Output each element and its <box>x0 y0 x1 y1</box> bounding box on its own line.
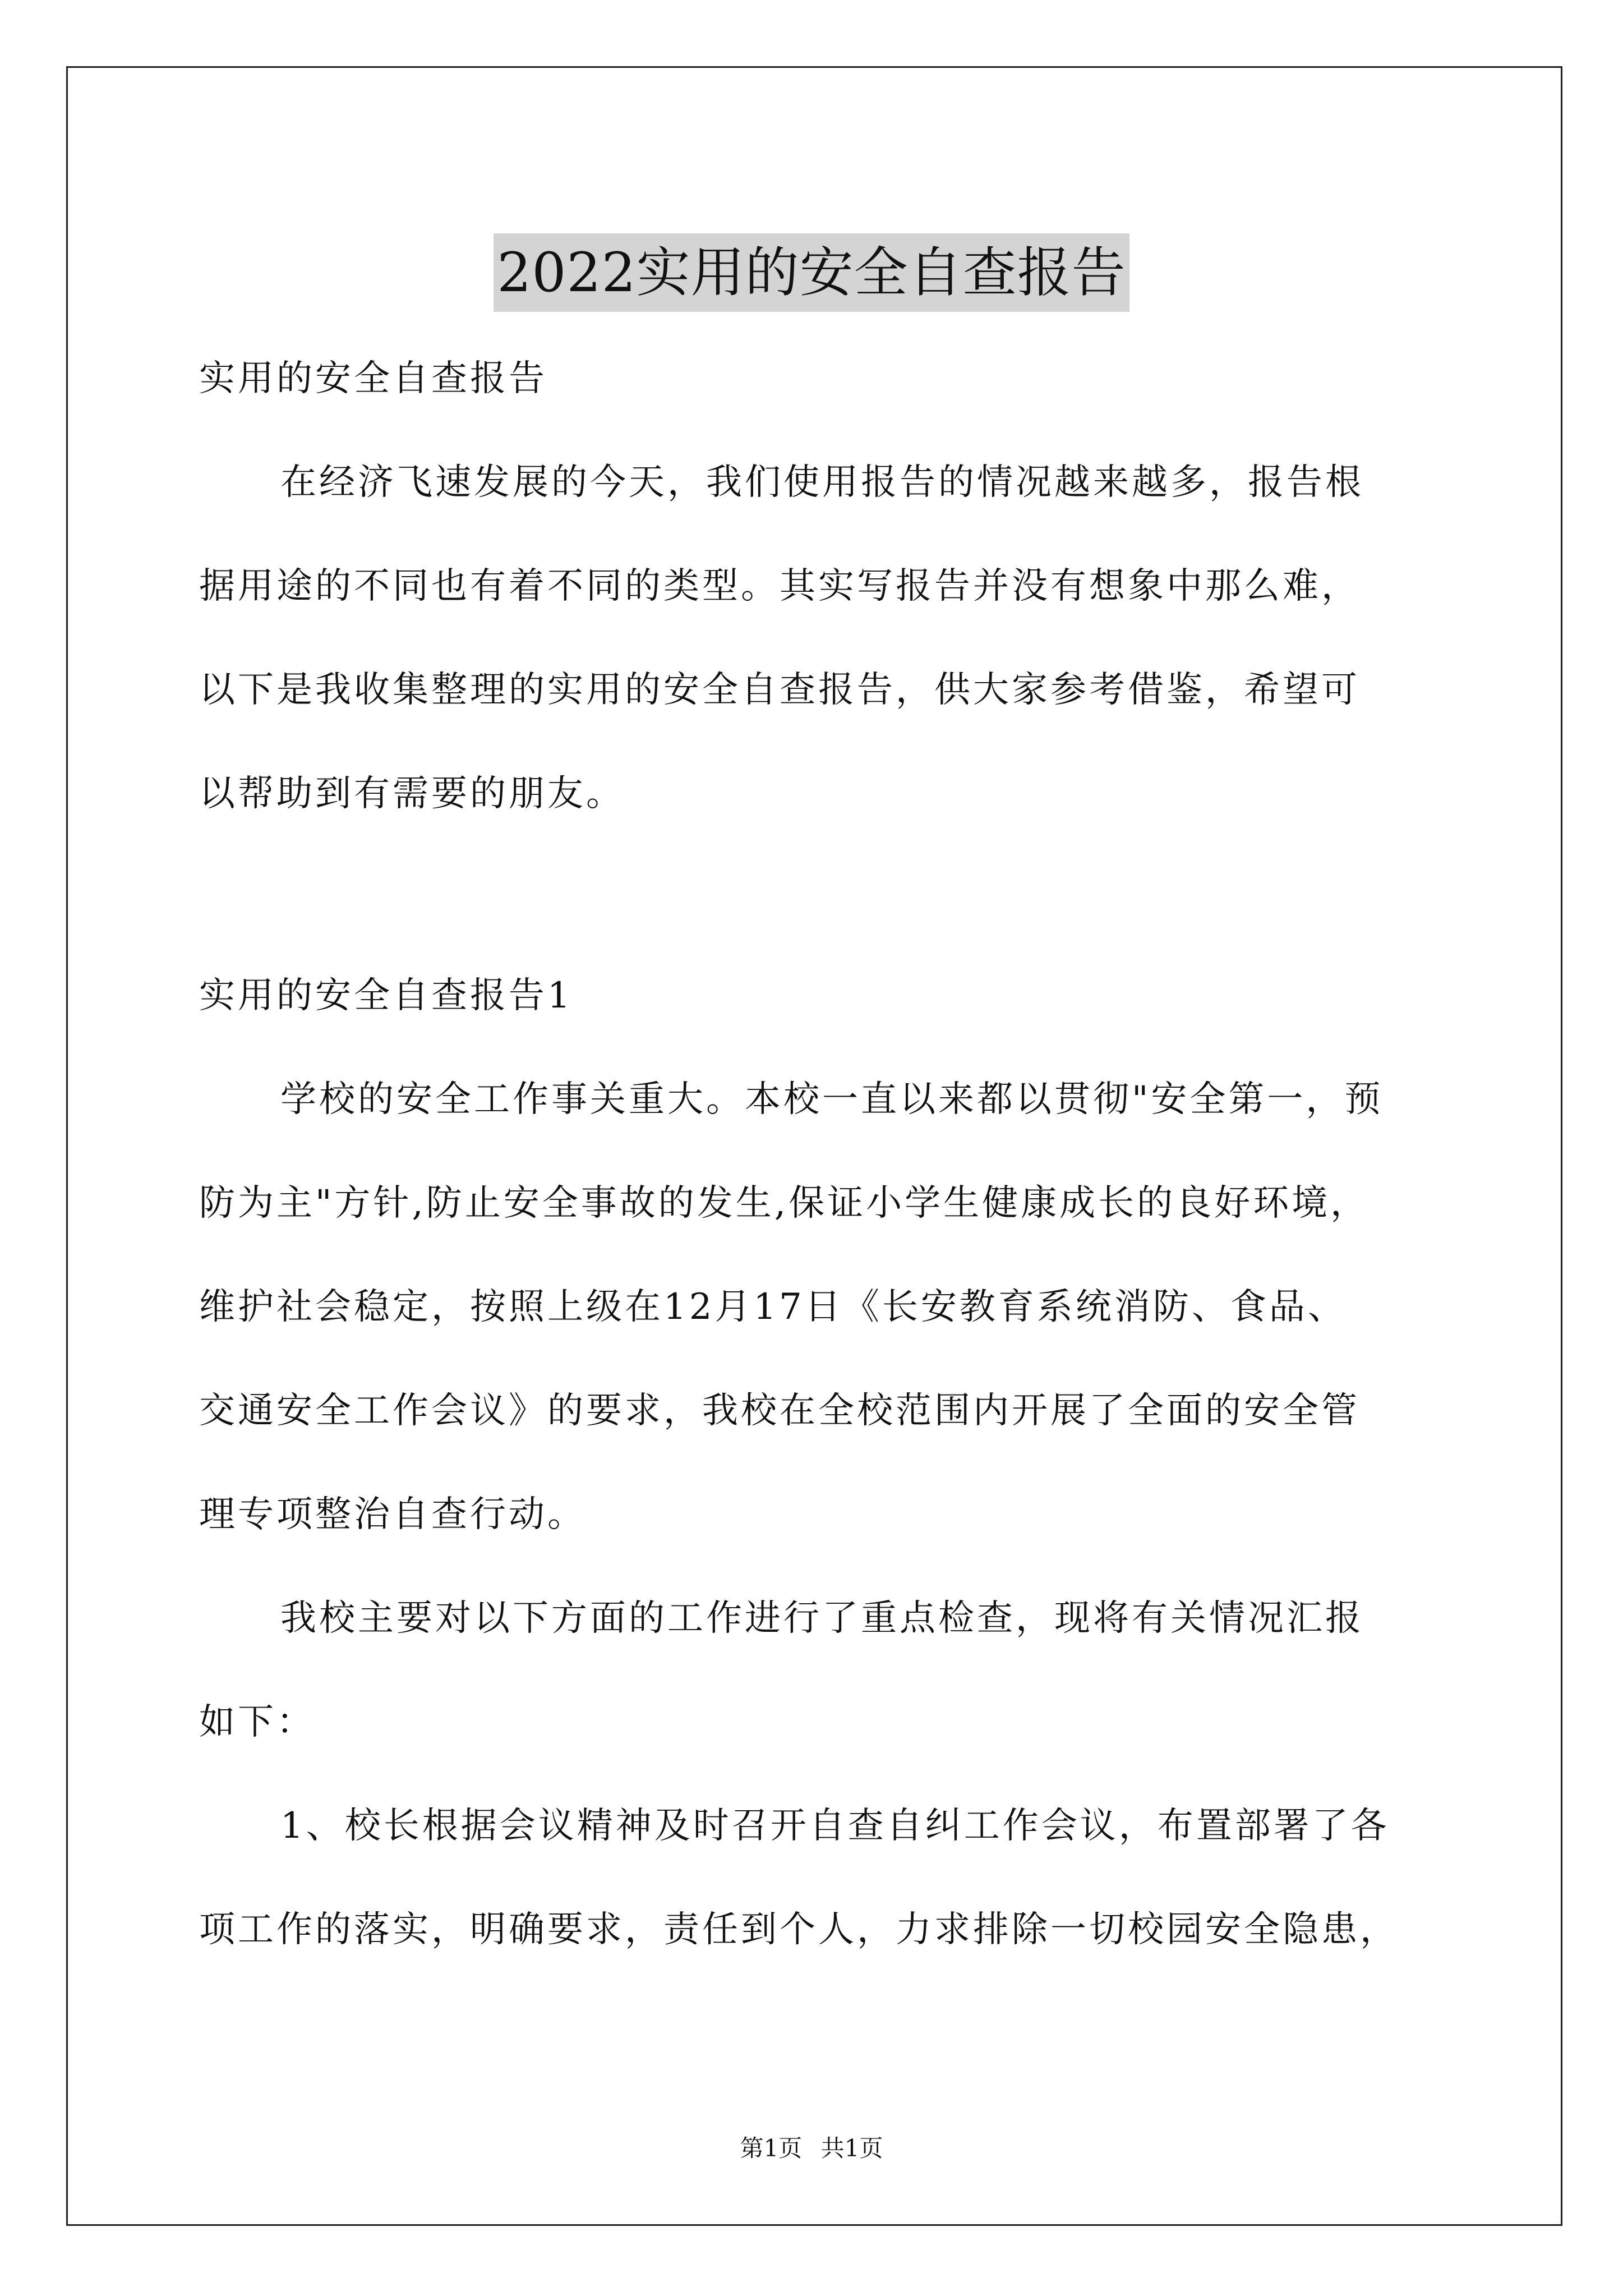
page-total: 共1页 <box>820 2134 883 2162</box>
intro-line: 在经济飞速发展的今天，我们使用报告的情况越来越多，报告根 <box>280 462 1364 503</box>
document-title: 2022实用的安全自查报告 <box>494 233 1129 312</box>
paragraph-line: 交通安全工作会议》的要求，我校在全校范围内开展了全面的安全管 <box>199 1390 1360 1432</box>
paragraph-line: 1、校长根据会议精神及时召开自查自纠工作会议，布置部署了各 <box>280 1805 1390 1847</box>
title-container <box>0 197 1623 348</box>
intro-line: 据用途的不同也有着不同的类型。其实写报告并没有想象中那么难， <box>199 565 1360 607</box>
document-subtitle: 实用的安全自查报告 <box>199 358 547 399</box>
intro-line: 以下是我收集整理的实用的安全自查报告，供大家参考借鉴，希望可 <box>199 669 1360 711</box>
paragraph-line: 项工作的落实，明确要求，责任到个人，力求排除一切校园安全隐患， <box>199 1909 1399 1950</box>
page-number: 第1页 <box>740 2134 803 2162</box>
paragraph-line: 我校主要对以下方面的工作进行了重点检查，现将有关情况汇报 <box>280 1598 1364 1639</box>
section-heading: 实用的安全自查报告1 <box>199 975 573 1016</box>
paragraph-line: 防为主"方针,防止安全事故的发生,保证小学生健康成长的良好环境， <box>199 1182 1370 1224</box>
paragraph-line: 学校的安全工作事关重大。本校一直以来都以贯彻"安全第一，预 <box>280 1079 1384 1120</box>
paragraph-line: 维护社会稳定，按照上级在12月17日《长安教育系统消防、食品、 <box>199 1286 1347 1328</box>
paragraph-line: 如下： <box>199 1701 315 1743</box>
page-footer <box>0 2132 1623 2165</box>
paragraph-line: 理专项整治自查行动。 <box>199 1494 586 1535</box>
intro-line: 以帮助到有需要的朋友。 <box>199 773 625 815</box>
